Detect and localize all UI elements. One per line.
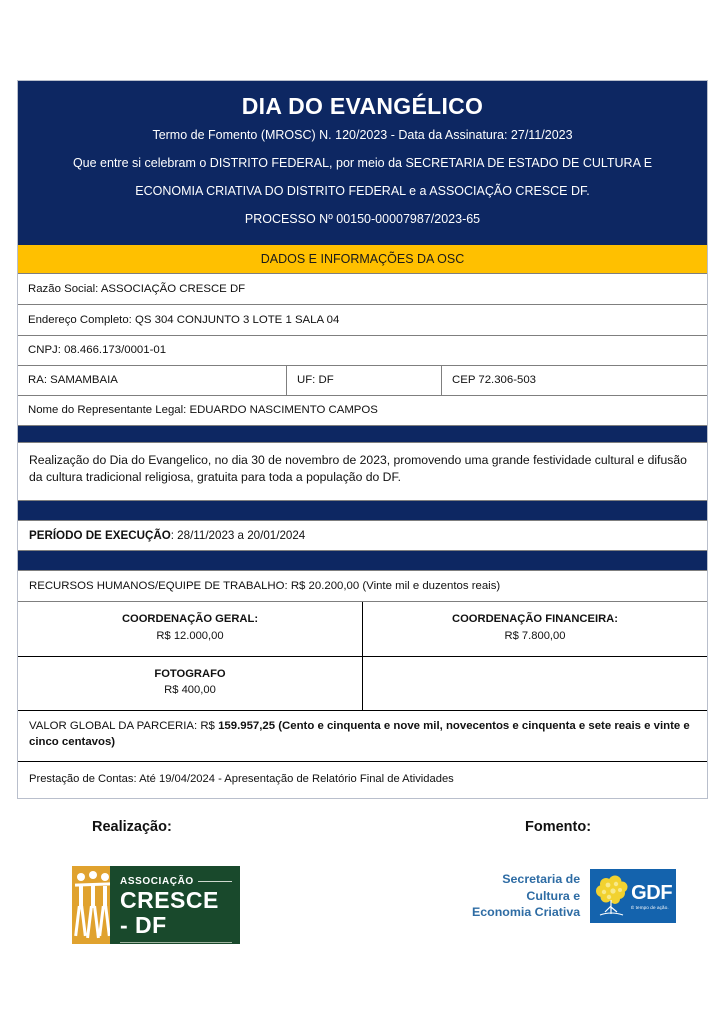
document-footer bbox=[0, 805, 724, 939]
header-term-line: Termo de Fomento (MROSC) N. 120/2023 - Data da Assinatura: 27/11/2023 bbox=[152, 128, 573, 143]
cresce-logo-name: CRESCE - DF bbox=[120, 887, 219, 939]
cresce-logo-underline bbox=[120, 942, 232, 943]
associacao-cresce-df-logo bbox=[72, 866, 240, 944]
gdf-tagline: É tempo de ação. bbox=[631, 904, 669, 910]
razao-social-value: Razão Social: ASSOCIAÇÃO CRESCE DF bbox=[28, 282, 246, 295]
secretaria-line-2: Cultura e bbox=[526, 888, 581, 903]
table-row-ra-uf-cep bbox=[18, 366, 707, 396]
separator-band-periodo bbox=[18, 501, 707, 521]
recurso-amount: R$ 12.000,00 bbox=[156, 629, 224, 642]
agreement-document bbox=[17, 80, 708, 799]
tree-icon bbox=[594, 874, 630, 918]
valor-global-row bbox=[18, 711, 707, 762]
secretaria-line-3: Economia Criativa bbox=[472, 905, 581, 920]
table-row-endereco bbox=[18, 305, 707, 336]
header-process-line: PROCESSO Nº 00150-00007987/2023-65 bbox=[244, 212, 481, 227]
recurso-label: COORDENAÇÃO GERAL: bbox=[121, 613, 259, 626]
recurso-cell-coordenacao-geral bbox=[18, 602, 363, 656]
ra-value: RA: SAMAMBAIA bbox=[28, 374, 118, 387]
recurso-cell-empty bbox=[363, 657, 707, 711]
valor-global-prefix: VALOR GLOBAL DA PARCERIA: R$ bbox=[29, 720, 219, 733]
cnpj-value: CNPJ: 08.466.173/0001-01 bbox=[28, 344, 167, 357]
recurso-amount: R$ 7.800,00 bbox=[504, 629, 566, 642]
separator-band-recursos bbox=[18, 551, 707, 571]
recurso-cell-fotografo bbox=[18, 657, 363, 711]
realizacao-colon: : bbox=[166, 819, 172, 835]
header-parties-line-1: Que entre si celebram o DISTRITO FEDERAL, por meio da SECRETARIA DE ESTADO DE CULTURA E bbox=[72, 156, 653, 171]
table-row bbox=[18, 657, 707, 711]
table-row bbox=[18, 602, 707, 657]
uf-value: UF: DF bbox=[286, 366, 441, 395]
fomento-label bbox=[525, 819, 591, 835]
gdf-wordmark: GDF bbox=[631, 881, 673, 904]
valor-global-amount: 159.957,25 (Cento e cinquenta e nove mil, novecentos e cinquenta e sete reais e vinte e cinco centavos) bbox=[29, 720, 690, 749]
recurso-amount: R$ 400,00 bbox=[164, 684, 216, 697]
recursos-humanos-grid bbox=[18, 602, 707, 711]
gdf-logo-box bbox=[590, 869, 676, 923]
realizacao-label bbox=[92, 819, 172, 835]
footer-labels bbox=[0, 805, 724, 841]
periodo-label: PERÍODO DE EXECUÇÃO bbox=[29, 529, 171, 543]
secretaria-line-1: Secretaria de bbox=[502, 872, 581, 887]
recurso-label: COORDENAÇÃO FINANCEIRA: bbox=[452, 613, 618, 626]
gdf-secretaria-logo bbox=[472, 869, 676, 923]
fomento-text: Fomento bbox=[525, 819, 587, 835]
recurso-cell-coordenacao-financeira bbox=[363, 602, 707, 656]
cresce-logo-assoc-text: ASSOCIAÇÃO bbox=[120, 876, 194, 887]
separator-band-objeto bbox=[18, 426, 707, 443]
table-row-cnpj bbox=[18, 336, 707, 366]
table-row-representante bbox=[18, 396, 707, 426]
endereco-value: Endereço Completo: QS 304 CONJUNTO 3 LOTE 1 SALA 04 bbox=[28, 313, 340, 326]
document-header-band bbox=[18, 81, 707, 245]
cresce-logo-figures-panel bbox=[72, 866, 110, 944]
section-header-osc: DADOS E INFORMAÇÕES DA OSC bbox=[18, 245, 707, 274]
representante-value: Nome do Representante Legal: EDUARDO NASCIMENTO CAMPOS bbox=[28, 404, 378, 417]
cresce-logo-rule bbox=[198, 881, 232, 882]
fomento-colon: : bbox=[586, 819, 592, 835]
page-title: DIA DO EVANGÉLICO bbox=[241, 93, 484, 119]
cep-value: CEP 72.306-503 bbox=[441, 366, 707, 395]
recurso-label: FOTOGRAFO bbox=[154, 667, 226, 680]
periodo-value: : 28/11/2023 a 20/01/2024 bbox=[170, 529, 306, 543]
cresce-logo-assoc-line bbox=[120, 876, 232, 887]
table-row-razao-social bbox=[18, 274, 707, 305]
cresce-logo-text-panel bbox=[110, 866, 240, 944]
header-parties-line-2: ECONOMIA CRIATIVA DO DISTRITO FEDERAL e a ASSOCIAÇÃO CRESCE DF. bbox=[135, 184, 590, 199]
realizacao-text: Realização bbox=[92, 819, 167, 835]
objeto-description: Realização do Dia do Evangelico, no dia 30 de novembro de 2023, promovendo uma grande festividade cultural e difusão da cultura tradicional religiosa, gratuita para toda a população do DF. bbox=[18, 443, 707, 501]
recursos-humanos-total: RECURSOS HUMANOS/EQUIPE DE TRABALHO: R$ 20.200,00 (Vinte mil e duzentos reais) bbox=[18, 571, 707, 602]
gdf-logo-text bbox=[631, 883, 672, 910]
prestacao-contas-row: Prestação de Contas: Até 19/04/2024 - Apresentação de Relatório Final de Atividades bbox=[29, 773, 454, 786]
secretaria-cultura-text bbox=[472, 871, 580, 920]
periodo-execucao-row bbox=[18, 521, 707, 551]
